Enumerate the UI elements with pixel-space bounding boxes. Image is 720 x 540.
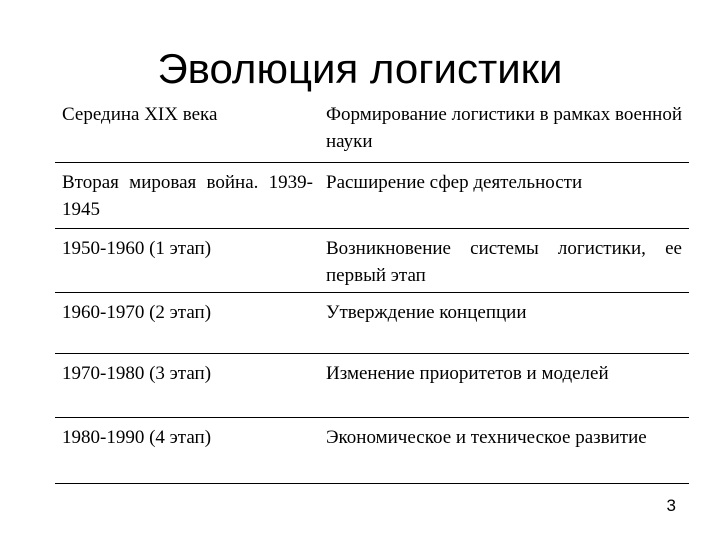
table-row xyxy=(55,229,689,293)
evolution-table xyxy=(55,95,689,484)
table-row xyxy=(55,95,689,163)
event-cell: Изменение приоритетов и моделей xyxy=(326,363,609,384)
event-cell: Экономическое и техническое развитие xyxy=(326,427,647,448)
page-number: 3 xyxy=(666,496,676,515)
period-cell: 1960-1970 (2 этап) xyxy=(62,302,212,323)
period-cell: 1980-1990 (4 этап) xyxy=(62,427,212,448)
period-cell: Вторая мировая война. 1939-1945 xyxy=(62,172,313,220)
period-cell: 1970-1980 (3 этап) xyxy=(62,363,212,384)
event-cell: Утверждение концепции xyxy=(326,302,527,323)
event-cell: Формирование логистики в рамках военной науки xyxy=(326,104,682,152)
table-row xyxy=(55,418,689,484)
event-cell: Возникновение системы логистики, ее первый этап xyxy=(326,238,682,286)
event-cell: Расширение сфер деятельности xyxy=(326,172,583,193)
slide-title: Эволюция логистики xyxy=(157,45,563,92)
table-row xyxy=(55,293,689,354)
period-cell: 1950-1960 (1 этап) xyxy=(62,238,212,259)
table-row xyxy=(55,163,689,229)
table-row xyxy=(55,354,689,418)
period-cell: Середина XIX века xyxy=(62,104,218,125)
